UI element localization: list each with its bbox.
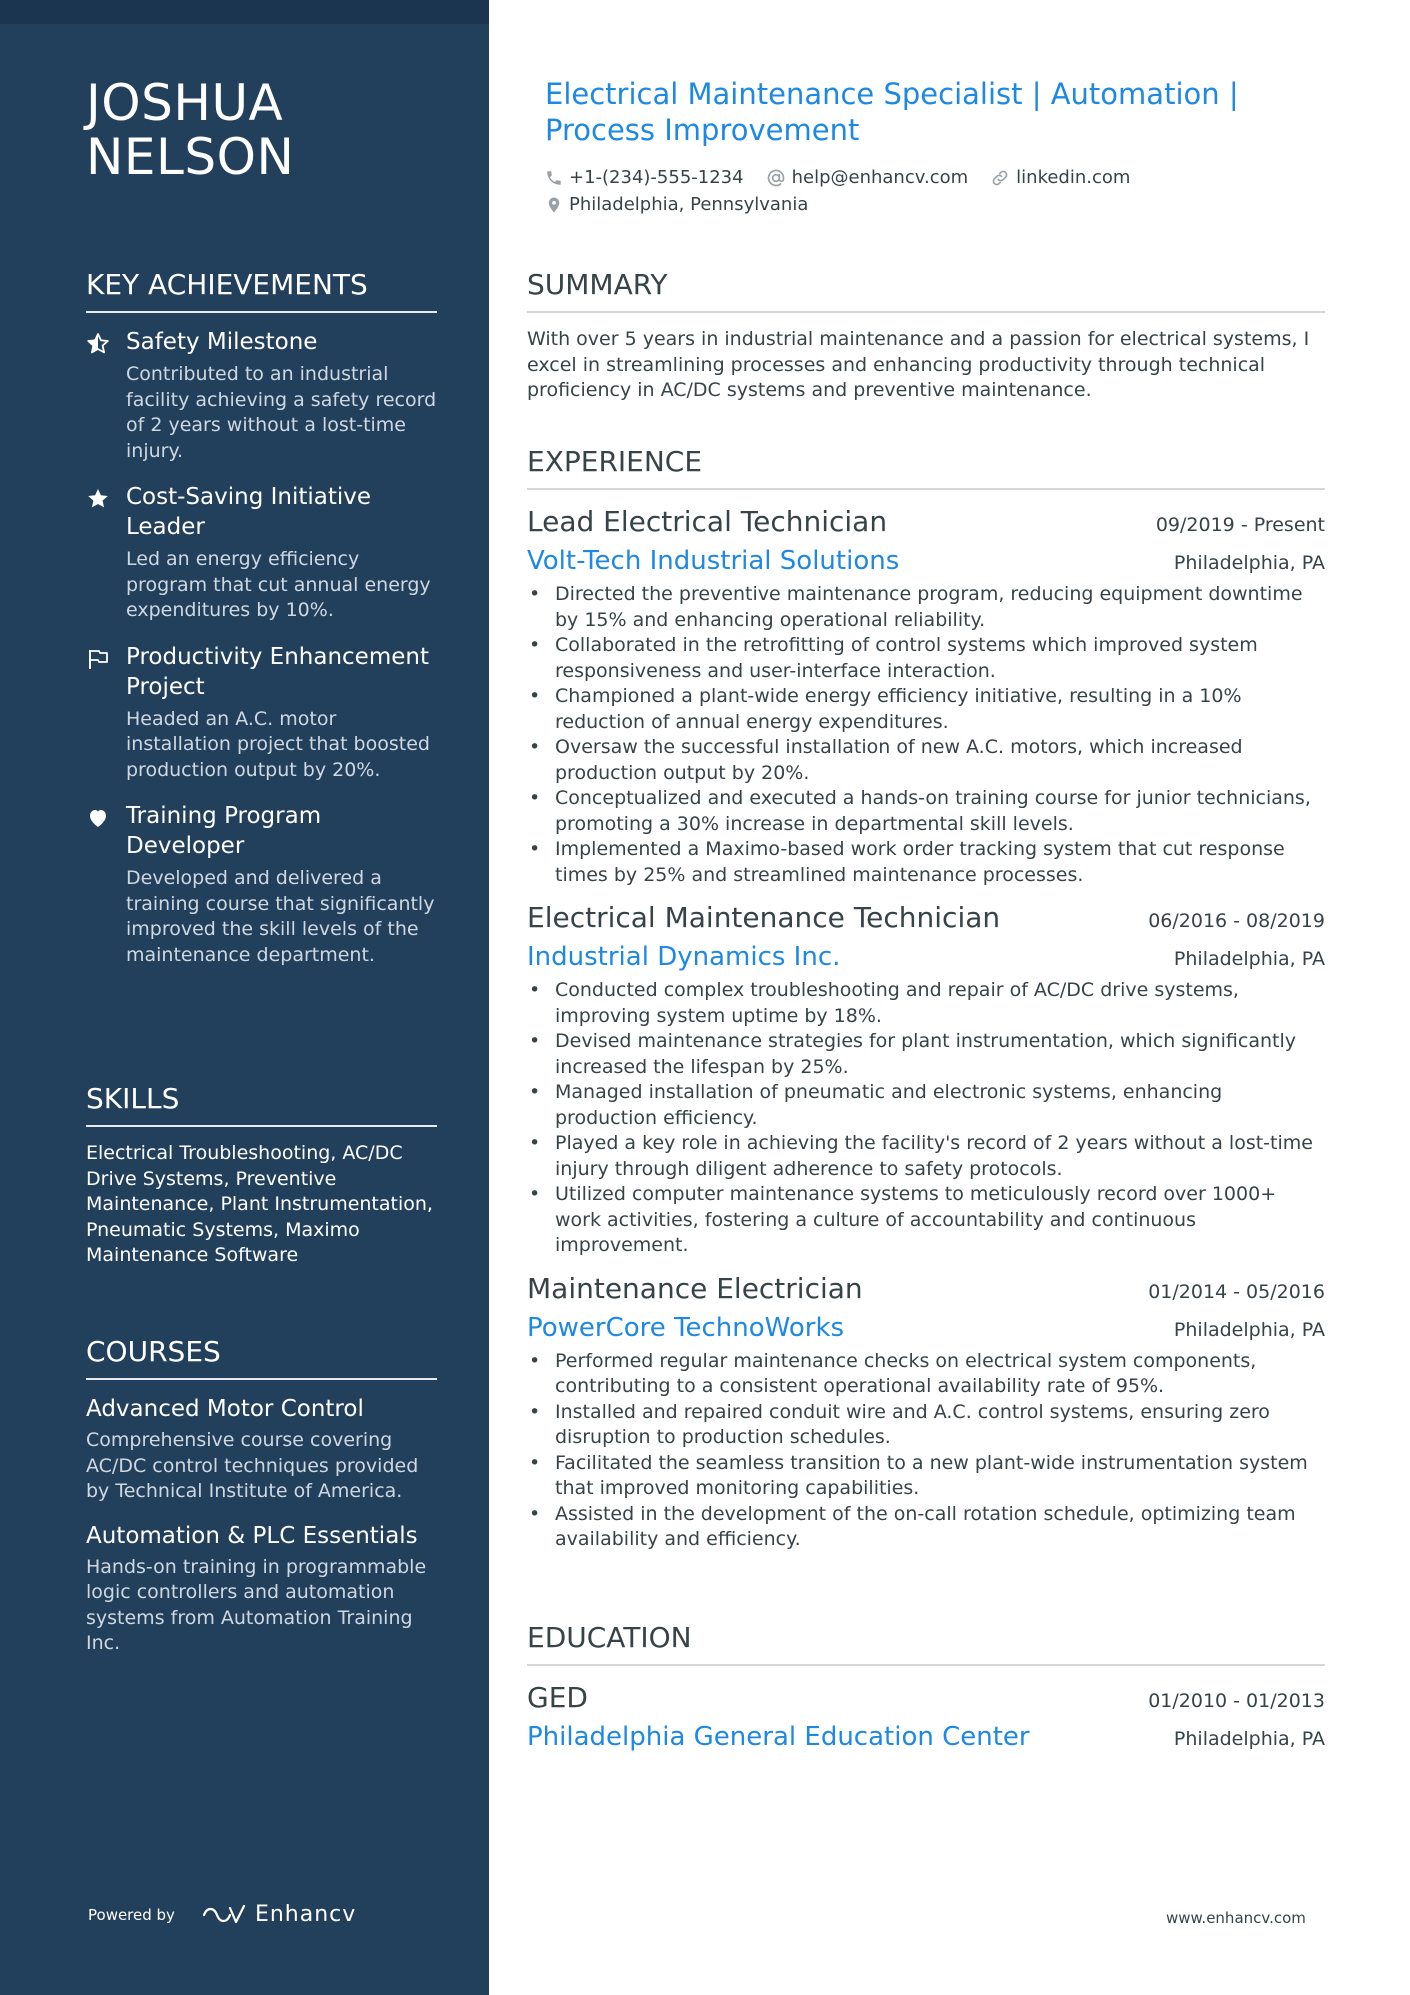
achievement-title: Training Program Developer <box>126 803 322 859</box>
job-bullet: • Played a key role in achieving the facility's record of 2 years without a lost-time injury through diligent adherence to safety protocols. <box>527 1131 1325 1182</box>
achievement-item <box>86 642 437 784</box>
achievement-title: Cost-Saving Initiative Leader <box>126 484 372 540</box>
job-entry <box>527 900 1325 1259</box>
education-location: Philadelphia, PA <box>1173 1728 1325 1750</box>
enhancv-brand: Enhancv <box>254 1902 357 1927</box>
job-title: Lead Electrical Technician <box>527 505 888 538</box>
job-bullet: • Facilitated the seamless transition to a new plant-wide instrumentation system that improved monitoring capabilities. <box>527 1451 1325 1502</box>
course-desc: Comprehensive course covering AC/DC control techniques provided by Technical Institute of America. <box>86 1429 419 1502</box>
location-text: Philadelphia, Pennsylvania <box>569 194 809 215</box>
experience-heading: EXPERIENCE <box>527 445 1325 490</box>
job-location: Philadelphia, PA <box>1173 1318 1325 1341</box>
star-icon <box>86 487 110 511</box>
job-location: Philadelphia, PA <box>1173 948 1325 970</box>
education-degree: GED <box>527 1681 588 1714</box>
skills-section <box>86 1082 437 1269</box>
flag-icon <box>86 647 110 671</box>
job-entry <box>527 1271 1325 1553</box>
phone-icon <box>545 169 563 187</box>
course-item <box>86 1521 437 1657</box>
course-item <box>86 1394 437 1505</box>
achievements-heading: KEY ACHIEVEMENTS <box>86 268 437 313</box>
contact-info <box>545 164 1325 218</box>
job-bullet: • Devised maintenance strategies for plant instrumentation, which significantly increased the lifespan by 25%. <box>527 1029 1325 1080</box>
job-bullet: • Conceptualized and executed a hands-on training course for junior technicians, promoting a 30% increase in departmental skill levels. <box>527 786 1325 837</box>
job-bullet: • Oversaw the successful installation of new A.C. motors, which increased production output by 20%. <box>527 735 1325 786</box>
achievement-desc: Developed and delivered a training course that significantly improved the skill levels of the maintenance department. <box>126 867 435 966</box>
course-desc: Hands-on training in programmable logic controllers and automation systems from Automation Training Inc. <box>86 1555 427 1654</box>
achievement-desc: Contributed to an industrial facility achieving a safety record of 2 years without a lost-time injury. <box>126 363 437 462</box>
achievement-item <box>86 482 437 624</box>
job-title: Maintenance Electrician <box>527 1271 863 1305</box>
job-bullets <box>527 978 1325 1259</box>
experience-section <box>527 445 1325 1565</box>
course-title: Advanced Motor Control <box>86 1396 364 1422</box>
achievement-item <box>86 327 437 464</box>
skills-heading: SKILLS <box>86 1082 437 1127</box>
powered-by <box>88 1902 356 1927</box>
job-bullet: • Directed the preventive maintenance program, reducing equipment downtime by 15% and enhancing operational reliability. <box>527 582 1325 633</box>
enhancv-logo[interactable] <box>201 1902 356 1927</box>
powered-by-label: Powered by <box>88 1905 175 1924</box>
job-company: Volt-Tech Industrial Solutions <box>527 546 900 576</box>
job-bullet: • Managed installation of pneumatic and electronic systems, enhancing production efficiency. <box>527 1080 1325 1131</box>
email-contact[interactable] <box>766 167 969 188</box>
job-bullet: • Assisted in the development of the on-call rotation schedule, optimizing team availability and efficiency. <box>527 1502 1325 1553</box>
job-bullets <box>527 1349 1325 1553</box>
link-icon <box>990 168 1010 188</box>
achievement-desc: Led an energy efficiency program that cut annual energy expenditures by 10%. <box>126 548 431 621</box>
candidate-name: JOSHUA NELSON <box>86 74 295 186</box>
job-bullet: • Installed and repaired conduit wire and A.C. control systems, ensuring zero disruption to production schedules. <box>527 1400 1325 1451</box>
job-dates: 01/2014 - 05/2016 <box>1148 1280 1325 1303</box>
course-title: Automation & PLC Essentials <box>86 1522 418 1549</box>
achievements-section <box>86 268 437 986</box>
job-bullet: • Conducted complex troubleshooting and repair of AC/DC drive systems, improving system uptime by 18%. <box>527 978 1325 1029</box>
job-bullet: • Performed regular maintenance checks on electrical system components, contributing to a consistent operational availability rate of 95%. <box>527 1349 1325 1400</box>
job-dates: 09/2019 - Present <box>1155 514 1325 536</box>
at-icon <box>766 168 786 188</box>
contact-row <box>545 164 1325 191</box>
job-bullets <box>527 582 1325 888</box>
job-entry <box>527 504 1325 888</box>
education-dates: 01/2010 - 01/2013 <box>1148 1690 1325 1712</box>
job-bullet: • Implemented a Maximo-based work order tracking system that cut response times by 25% and streamlined maintenance processes. <box>527 837 1325 888</box>
job-bullet: • Utilized computer maintenance systems to meticulously record over 1000+ work activities, fostering a culture of accountability and continuous improvement. <box>527 1182 1325 1259</box>
achievement-title: Safety Milestone <box>126 329 318 355</box>
education-entry <box>527 1680 1325 1754</box>
job-bullet: • Championed a plant-wide energy efficiency initiative, resulting in a 10% reduction of annual energy expenditures. <box>527 684 1325 735</box>
summary-heading: SUMMARY <box>527 268 1325 313</box>
summary-text: With over 5 years in industrial maintenance and a passion for electrical systems, I excel in streamlining processes and enhancing productivity through technical proficiency in AC/DC systems and preventive maintenance. <box>527 328 1310 401</box>
location-contact <box>545 194 808 215</box>
education-school: Philadelphia General Education Center <box>527 1722 1030 1752</box>
education-section <box>527 1621 1325 1766</box>
summary-section <box>527 268 1325 404</box>
location-pin-icon <box>545 195 563 215</box>
link-contact[interactable] <box>990 167 1130 188</box>
job-company: PowerCore TechnoWorks <box>527 1312 845 1343</box>
star-half-icon <box>86 332 110 356</box>
enhancv-logo-icon <box>201 1903 247 1927</box>
skills-list: Electrical Troubleshooting, AC/DC Drive Systems, Preventive Maintenance, Plant Instrumentation, Pneumatic Systems, Maximo Maintenance Software <box>86 1142 433 1266</box>
education-heading: EDUCATION <box>527 1621 1325 1666</box>
courses-heading: COURSES <box>86 1335 437 1380</box>
job-title: Electrical Maintenance Technician <box>527 901 1001 934</box>
job-location: Philadelphia, PA <box>1173 552 1325 574</box>
phone-contact[interactable] <box>545 167 744 188</box>
contact-row <box>545 191 1325 218</box>
achievement-title: Productivity Enhancement Project <box>126 643 429 700</box>
job-dates: 06/2016 - 08/2019 <box>1148 910 1325 932</box>
job-company: Industrial Dynamics Inc. <box>527 942 841 972</box>
phone-text: +1-(234)-555-1234 <box>569 167 744 188</box>
email-text: help@enhancv.com <box>791 167 969 188</box>
heart-icon <box>86 806 110 830</box>
headline: Electrical Maintenance Specialist | Automation | Process Improvement <box>545 77 1239 147</box>
courses-section <box>86 1335 437 1673</box>
job-bullet: • Collaborated in the retrofitting of control systems which improved system responsiveness and user-interface interaction. <box>527 633 1325 684</box>
sidebar-top-bar <box>0 0 489 24</box>
achievement-item <box>86 801 437 968</box>
achievement-desc: Headed an A.C. motor installation project that boosted production output by 20%. <box>126 707 430 781</box>
link-text: linkedin.com <box>1016 167 1131 188</box>
footer-url[interactable]: www.enhancv.com <box>1166 1909 1306 1927</box>
